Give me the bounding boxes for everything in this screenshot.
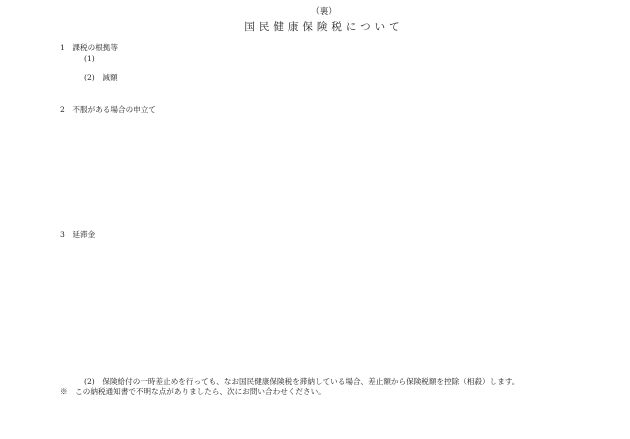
contact-note: ※ この納税通知書で不明な点がありましたら、次にお問い合わせください。	[60, 387, 326, 396]
section-heading-appeal: 2 不服がある場合の申立て	[60, 104, 156, 114]
subsection-4-2: (2) 保険給付の一時差止めを行っても、なお国民健康保険税を滞納している場合、差止額から保険税額を控除（相殺）します。	[84, 376, 520, 386]
subsection-reduction-heading: (2) 減額	[84, 73, 118, 82]
section-heading-basis: 1 課税の根拠等	[60, 43, 118, 52]
document-title: 国民健康保険税について	[244, 21, 404, 33]
section-heading-late-fee: 3 延滞金	[60, 230, 96, 239]
subsection-1-1-number: (1)	[84, 53, 95, 63]
back-side-label: （裏）	[311, 7, 337, 17]
